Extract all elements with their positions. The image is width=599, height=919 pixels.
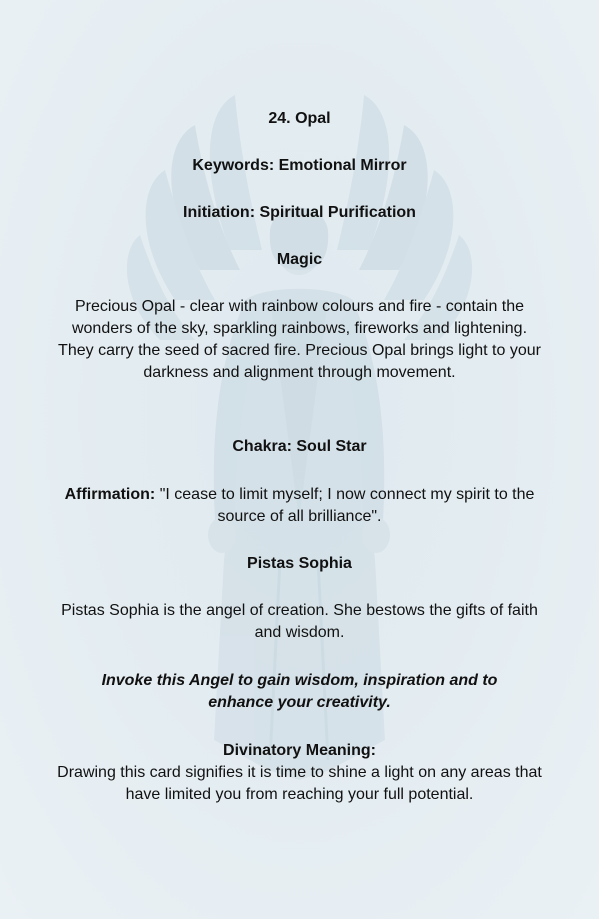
- angel-text: Pistas Sophia is the angel of creation. She bestows the gifts of faith and wisdom.: [61, 602, 538, 641]
- magic-text: Precious Opal - clear with rainbow colours and fire - contain the wonders of the sky, sparkling rainbows, fireworks and lightening. They carry the seed of sacred fire. Precious Opal brings light to your darkness and alignment through movement.: [58, 298, 541, 381]
- chakra: Chakra: Soul Star: [232, 438, 367, 455]
- initiation: Initiation: Spiritual Purification: [183, 204, 416, 221]
- divinatory-heading: Divinatory Meaning:: [223, 742, 376, 759]
- magic-heading: Magic: [276, 251, 323, 268]
- affirmation: [55, 484, 544, 528]
- card-title: 24. Opal: [268, 110, 331, 127]
- angel-heading: Pistas Sophia: [247, 555, 352, 572]
- keywords: Keywords: Emotional Mirror: [192, 157, 407, 174]
- affirmation-text: "I cease to limit myself; I now connect my spirit to the source of all brilliance".: [159, 486, 535, 525]
- invocation-text: Invoke this Angel to gain wisdom, inspiration and to enhance your creativity.: [101, 672, 498, 711]
- divinatory-text: Drawing this card signifies it is time to shine a light on any areas that have limited you from reaching your full potential.: [57, 764, 542, 803]
- affirmation-label: Affirmation:: [64, 486, 156, 503]
